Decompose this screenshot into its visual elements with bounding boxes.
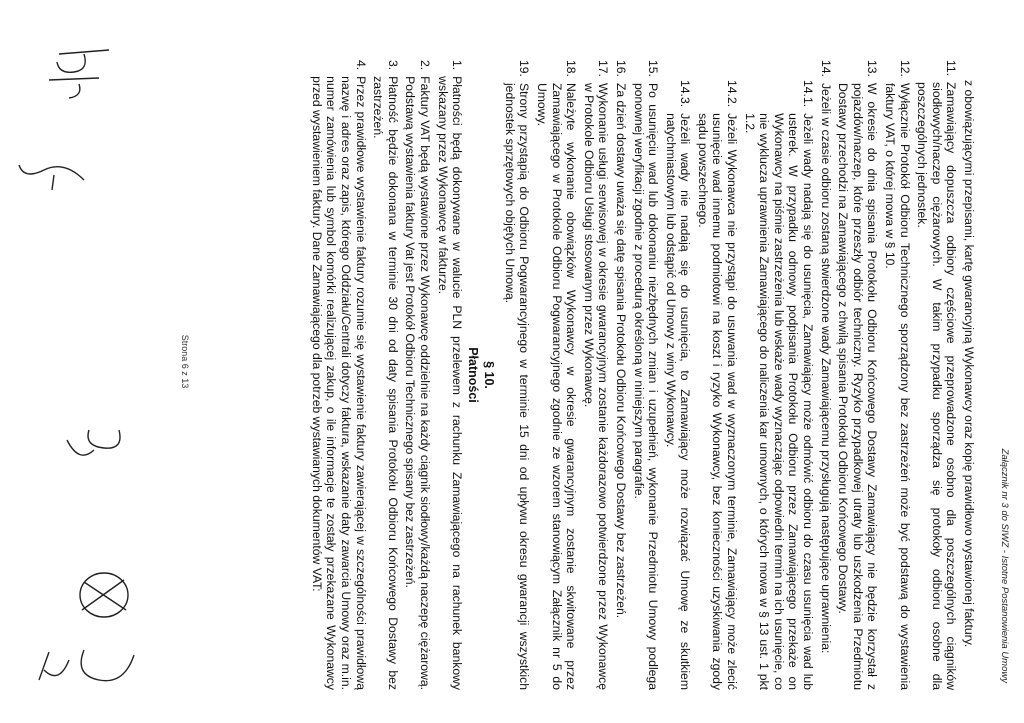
clause-text: Jeżeli w czasie odbioru zostaną stwierdzone wady Zamawiającemu przysługują następujące uprawnienia: (818, 82, 833, 654)
clause-item (613, 60, 628, 690)
clause-item (309, 60, 367, 690)
clause-number: 4. (353, 60, 368, 71)
signature-middle (59, 420, 129, 470)
section-title: Płatności (466, 347, 481, 403)
clause-number: 14.3. (678, 80, 693, 108)
clause-item (581, 60, 610, 690)
clause-number: 14.1. (801, 80, 816, 108)
clause-item (742, 80, 815, 690)
clause-number: 12. (897, 60, 912, 77)
clause-number: 2. (418, 60, 432, 71)
clause-item (403, 60, 432, 690)
clause-text: Strony przystąpią do Odbioru Pogwarancyjnego w terminie 15 dni od upływu okresu gwarancji wszystkich jednostek sprzętowych objętych Umową. (502, 82, 532, 690)
clause-item (818, 60, 833, 690)
clause-text: Po usunięciu wad lub dokonaniu niezbędnych zmian i uzupełnień, wykonanie Przedmiotu Umowy podlega ponownej weryfikacji zgodnie z procedurą określoną w niniejszym paragrafie. (631, 82, 661, 690)
document-body (306, 60, 976, 690)
page-header: Załącznik nr 3 do SIWZ - Istotne Postanowienia Umowy (999, 448, 1010, 683)
clause-item (435, 60, 464, 690)
clause-item (502, 60, 531, 690)
clause-item (915, 60, 959, 690)
clause-number: 18. (564, 60, 579, 77)
signature-left (39, 40, 119, 110)
clauses-15-19 (502, 60, 660, 690)
clause-text: Za dzień dostawy uważa się datę spisania Protokołu Odbioru Końcowego Dostawy bez zastrzeżeń. (613, 82, 628, 619)
clause-item (371, 60, 400, 690)
clause-text: Jeżeli Wykonawca nie przystąpi do usuwania wad w wyznaczonym terminie, Zamawiający może zlecić usunięcie wad innemu podmiotowi na koszt i ryzyko Wykonawcy, bez konieczności uzyskiwania zgody sądu powszechnego. (695, 113, 740, 690)
clause-item (836, 60, 880, 690)
clause-item (663, 80, 692, 690)
clause-number: 15. (646, 60, 661, 77)
clause-item (631, 60, 660, 690)
clause-number: 13. (865, 60, 880, 77)
clause-text: Należyte wykonanie obowiązków Wykonawcy w okresie gwarancyjnym zostanie skwitowane przez Zamawiającego w Protokole Odbioru Pogwarancyjnego zgodnie ze wzorem stanowiącym Załącznik nr 5 do Umowy. (534, 82, 579, 690)
clause-text: Płatności będą dokonywane w walucie PLN przelewem z rachunku Zamawiającego na rachunek bankowy wskazany przez Wykonawcę w fakturze. (435, 76, 465, 690)
clause-text: Płatność będzie dokonana w terminie 30 dni od daty spisania Protokołu Odbioru Końcowego Dostawy bez zastrzeżeń. (371, 76, 400, 690)
clause-text: Zamawiający dopuszcza odbiory częściowe przeprowadzone osobno dla poszczególnych ciągników siodłowych/naczep ciężarowych. W takim przypadku sporządza się protokoły odbioru osobne dla poszczególnych jednostek. (915, 82, 959, 690)
page-footer: Strona 6 z 13 (180, 334, 190, 389)
signature-right (34, 640, 144, 700)
clause-14-subitems (663, 60, 815, 690)
clause-number: 17. (596, 60, 611, 77)
clause-number: 1. (450, 60, 465, 71)
clause-text: Jeżeli wady nie nadają się do usunięcia, to Zamawiający może rozwiązać Umowę ze skutkiem natychmiastowym lub odstąpić od Umowy z winy Wykonawcy. (663, 113, 693, 690)
clause-text: Wykonanie usługi serwisowej w okresie gwarancyjnym zostanie każdorazowo potwierdzone przez Wykonawcę w Protokole Odbioru Usługi stosowanym przez Wykonawcę. (581, 82, 611, 690)
signature-circle (64, 560, 144, 630)
clause-text: Wyłącznie Protokół Odbioru Technicznego sporządzony bez zastrzeżeń może być podstawą do wystawienia faktury VAT, o której mowa w § 10. (883, 82, 912, 690)
clause-number: 16. (613, 60, 628, 77)
clause-item (882, 60, 911, 690)
signature-initials (14, 150, 94, 200)
clause-number: 11. (944, 60, 959, 77)
clause-number: 3. (385, 60, 400, 71)
clause-text: W okresie do dnia spisania Protokołu Odbioru Końcowego Dostawy Zamawiający nie będzie korzystał z pojazdów/naczep, które przeszły odbiór techniczny. Ryzyko przypadkowej utraty lub uszkodzenia Przedmiotu Dostawy przechodzi na Zamawiającego z chwilą spisania Protokołu Odbioru Końcowego Dostawy. (836, 82, 880, 690)
clause-number: 19. (517, 60, 532, 77)
clause-text: Faktury VAT będą wystawione przez Wykonawcę oddzielnie na każdy ciągnik siodłowy/każdą naczepę ciężarową. Podstawą wystawienia faktury Vat jest Protokół Odbioru Technicznego spisany bez zastrzeżeń. (403, 76, 432, 690)
clauses-11-14 (818, 60, 958, 690)
clause-number: 14.2. (725, 80, 740, 108)
clause-number: 14. (818, 60, 833, 77)
payment-clauses (309, 60, 464, 690)
intro-paragraph: z obowiązującymi przepisami, kartę gwarancyjną Wykonawcy oraz kopię prawidłowo wystawionej faktury. (962, 80, 976, 648)
clause-item (534, 60, 578, 690)
clause-text: Przez prawidłowe wystawienie faktury rozumie się wystawienie faktury zawierającej w szczególności prawidłową nazwę i adres oraz zapis, którego Oddziału/Centrali dotyczy faktura, wskazanie daty zawarcia Umowy oraz m.in. numer zamówienia lub symbol komórki realizującej zakup, o ile informacje te zostały przekazane Wykonawcy przed wystawieniem faktury. Dane Zamawiającego dla potrzeb wystawianych dokumentów VAT: (309, 76, 368, 690)
clause-text: Jeżeli wady nadają się do usunięcia, Zamawiający może odmówić odbioru do czasu usunięcia wad lub usterek. W przypadku odmowy podpisania Protokołu Odbioru przez Zamawiającego przekaże on Wykonawcy na piśmie zastrzeżenia lub wskaże wady wyznaczając odpowiedni termin na ich usunięcie, co nie wyklucza uprawnienia Zamawiającego do naliczenia kar umownych, o których mowa w § 13 ust. 1 pkt 1.2. (742, 113, 816, 690)
section-number: § 10. (482, 361, 497, 389)
clause-item (695, 80, 739, 690)
